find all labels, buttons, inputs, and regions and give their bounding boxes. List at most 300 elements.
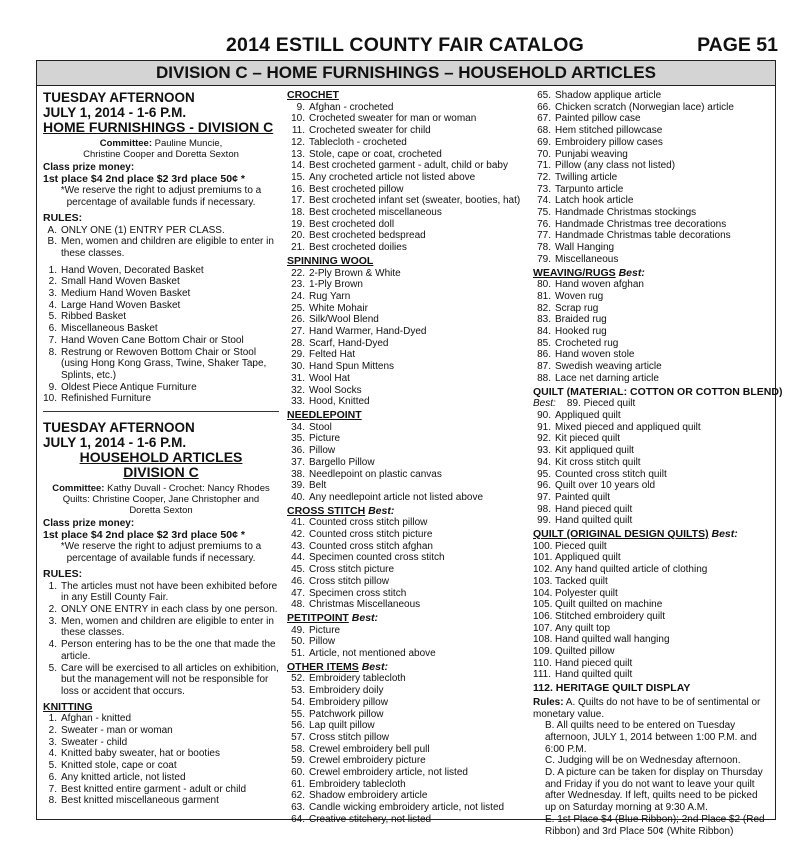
class-item bbox=[533, 564, 771, 576]
item-text: Counted cross stitch quilt bbox=[555, 468, 667, 480]
item-number: 42. bbox=[291, 529, 305, 541]
item-number: 99. bbox=[537, 515, 551, 527]
rule-a: Rules: A. Quilts do not have to be of sentimental or monetary value. bbox=[533, 696, 761, 720]
column-2 bbox=[287, 90, 531, 826]
item-text: Needlepoint on plastic canvas bbox=[309, 468, 442, 480]
s1-day: TUESDAY AFTERNOON bbox=[43, 90, 195, 105]
item-text: Christmas Miscellaneous bbox=[309, 599, 421, 611]
item-text: Shadow embroidery article bbox=[309, 790, 428, 802]
class-item bbox=[287, 314, 531, 326]
class-item bbox=[287, 755, 531, 767]
class-item bbox=[43, 323, 279, 335]
item-text: Knitted baby sweater, hat or booties bbox=[61, 748, 220, 760]
item-text: Hand pieced quilt bbox=[555, 657, 633, 669]
item-number: 48. bbox=[291, 599, 305, 611]
item-number: 73. bbox=[537, 183, 551, 195]
class-item bbox=[287, 125, 531, 137]
division-banner: DIVISION C – HOME FURNISHINGS – HOUSEHOLD ARTICLES bbox=[37, 61, 775, 86]
class-item bbox=[287, 576, 531, 588]
item-text: Candle wicking embroidery article, not listed bbox=[309, 802, 505, 814]
item-text: Person entering has to be the one that made the article. bbox=[61, 639, 276, 662]
item-text: Crocheted sweater for child bbox=[309, 125, 431, 137]
item-number: 2. bbox=[48, 603, 57, 615]
item-text: Any needlepoint article not listed above bbox=[309, 491, 484, 503]
item-text: Crocheted sweater for man or woman bbox=[309, 113, 477, 125]
item-number: 74. bbox=[537, 195, 551, 207]
item-number: 67. bbox=[537, 113, 551, 125]
item-number: 69. bbox=[537, 136, 551, 148]
item-number: 76. bbox=[537, 218, 551, 230]
item-number: 31. bbox=[291, 372, 305, 384]
class-item bbox=[533, 219, 771, 231]
class-item bbox=[287, 373, 531, 385]
class-item bbox=[533, 195, 771, 207]
item-text: Best crocheted pillow bbox=[309, 183, 404, 195]
item-text: Silk/Wool Blend bbox=[309, 314, 379, 326]
item-number: 70. bbox=[537, 148, 551, 160]
class-item bbox=[43, 393, 279, 405]
item-number: 61. bbox=[291, 778, 305, 790]
item-number: 55. bbox=[291, 708, 305, 720]
item-text: Cross stitch pillow bbox=[309, 575, 390, 587]
item-number: 96. bbox=[537, 480, 551, 492]
item-number: 1. bbox=[48, 580, 57, 592]
item-text: Embroidery pillow cases bbox=[555, 136, 663, 148]
class-item bbox=[533, 634, 771, 646]
item-text: Wool Hat bbox=[309, 372, 350, 384]
item-text: Hand woven stole bbox=[555, 349, 635, 361]
class-item bbox=[287, 552, 531, 564]
item-text: Specimen counted cross stitch bbox=[309, 552, 445, 564]
item-text: Scarf, Hand-Dyed bbox=[309, 337, 389, 349]
item-number: 30. bbox=[291, 361, 305, 373]
s2-reserve-2: percentage of available funds if necessary. bbox=[66, 553, 256, 565]
s1-rules-list bbox=[43, 225, 279, 260]
class-item bbox=[533, 422, 771, 434]
item-number: 3. bbox=[48, 615, 57, 627]
item-number: 18. bbox=[291, 207, 305, 219]
class-item bbox=[287, 599, 531, 611]
class-item bbox=[287, 396, 531, 408]
class-item bbox=[287, 469, 531, 481]
item-text: Kit pieced quilt bbox=[555, 433, 621, 445]
item-number: 97. bbox=[537, 491, 551, 503]
class-item bbox=[287, 184, 531, 196]
item-text: Hand Warmer, Hand-Dyed bbox=[309, 326, 427, 338]
item-text: Wall Hanging bbox=[555, 242, 615, 254]
class-item bbox=[533, 160, 771, 172]
class-item bbox=[287, 709, 531, 721]
class-item bbox=[287, 279, 531, 291]
item-number: 59. bbox=[291, 755, 305, 767]
needlepoint-list bbox=[287, 422, 531, 504]
class-item bbox=[287, 814, 531, 826]
page-header bbox=[36, 34, 782, 58]
class-item bbox=[533, 137, 771, 149]
s1-reserve-2: percentage of available funds if necessary. bbox=[66, 197, 256, 209]
class-item bbox=[533, 504, 771, 516]
quilt-list bbox=[533, 410, 771, 527]
item-number: 94. bbox=[537, 456, 551, 468]
class-item bbox=[287, 303, 531, 315]
item-text: Painted pillow case bbox=[555, 113, 641, 125]
class-item bbox=[533, 492, 771, 504]
catalog-title: 2014 ESTILL COUNTY FAIR CATALOG bbox=[226, 34, 584, 56]
item-number: 7. bbox=[48, 783, 57, 795]
class-item bbox=[287, 219, 531, 231]
item-number: 43. bbox=[291, 540, 305, 552]
item-number: 66. bbox=[537, 101, 551, 113]
item-text: Punjabi weaving bbox=[555, 148, 628, 160]
item-text: Miscellaneous Basket bbox=[61, 323, 158, 335]
item-text: Oldest Piece Antique Furniture bbox=[61, 381, 197, 393]
item-number: 34. bbox=[291, 421, 305, 433]
class-item bbox=[533, 242, 771, 254]
class-item bbox=[287, 564, 531, 576]
class-item bbox=[287, 529, 531, 541]
item-text: Picture bbox=[309, 433, 341, 445]
weaving-heading: WEAVING/RUGS Best: bbox=[533, 266, 645, 279]
item-number: 10. bbox=[291, 113, 305, 125]
class-item bbox=[43, 288, 279, 300]
item-number: 79. bbox=[537, 253, 551, 265]
item-number: 22. bbox=[291, 267, 305, 279]
item-text: Afghan - crocheted bbox=[309, 101, 394, 113]
item-number: 98. bbox=[537, 503, 551, 515]
class-item bbox=[43, 795, 279, 807]
item-text: Best crocheted bedspread bbox=[309, 230, 426, 242]
item-text: Cross stitch pillow bbox=[309, 731, 390, 743]
item-text: Cross stitch picture bbox=[309, 564, 395, 576]
s1-items-list bbox=[43, 265, 279, 405]
class-item bbox=[533, 230, 771, 242]
item-text: Pillow (any class not listed) bbox=[555, 160, 676, 172]
class-item bbox=[287, 767, 531, 779]
spinning-label: SPINNING WOOL bbox=[287, 254, 374, 267]
class-item bbox=[287, 113, 531, 125]
item-number: 2. bbox=[48, 725, 57, 737]
item-text: Handmade Christmas tree decorations bbox=[555, 218, 727, 230]
item-text: Best crocheted garment - adult, child or baby bbox=[309, 160, 508, 172]
item-text: ONLY ONE ENTRY in each class by one person. bbox=[61, 603, 278, 615]
item-number: 90. bbox=[537, 409, 551, 421]
item-number: 101. bbox=[533, 552, 553, 564]
class-item bbox=[287, 172, 531, 184]
item-text: Tarpunto article bbox=[555, 183, 624, 195]
item-number: 68. bbox=[537, 125, 551, 137]
item-number: 5. bbox=[48, 662, 57, 674]
item-text: Pillow bbox=[309, 445, 336, 457]
s2-reserve-1: *We reserve the right to adjust premiums to a bbox=[60, 541, 262, 553]
item-number: 111. bbox=[533, 669, 551, 681]
item-text: Quilt quilted on machine bbox=[555, 599, 663, 611]
item-number: 75. bbox=[537, 207, 551, 219]
item-text: Rug Yarn bbox=[309, 290, 351, 302]
item-number: 52. bbox=[291, 673, 305, 685]
item-number: 4. bbox=[48, 639, 57, 651]
item-text: Felted Hat bbox=[309, 349, 356, 361]
class-item bbox=[43, 725, 279, 737]
item-text: Pieced quilt bbox=[555, 540, 607, 552]
s2-title-1: HOUSEHOLD ARTICLES bbox=[79, 449, 243, 466]
item-number: 53. bbox=[291, 685, 305, 697]
item-number: 105. bbox=[533, 599, 553, 611]
item-number: 38. bbox=[291, 468, 305, 480]
item-number: 16. bbox=[291, 183, 305, 195]
item-number: 81. bbox=[537, 290, 551, 302]
item-number: 26. bbox=[291, 314, 305, 326]
item-text: Hand pieced quilt bbox=[555, 503, 633, 515]
item-text: Tacked quilt bbox=[555, 575, 608, 587]
original-quilts-heading: QUILT (ORIGINAL DESIGN QUILTS) Best: bbox=[533, 528, 738, 541]
item-number: 4. bbox=[48, 299, 57, 311]
item-number: 37. bbox=[291, 456, 305, 468]
content-frame bbox=[36, 60, 783, 837]
item-number: 57. bbox=[291, 731, 305, 743]
item-text: White Mohair bbox=[309, 302, 368, 314]
knitting-label: KNITTING bbox=[43, 700, 93, 713]
item-number: 64. bbox=[291, 813, 305, 825]
item-text: Shadow applique article bbox=[555, 90, 662, 101]
item-text: Hood, Knitted bbox=[309, 396, 370, 408]
knitting-list bbox=[43, 713, 279, 807]
item-text: Chicken scratch (Norwegian lace) article bbox=[555, 101, 734, 113]
item-text: Latch hook article bbox=[555, 195, 634, 207]
item-text: Sweater - child bbox=[61, 736, 128, 748]
crochet-list bbox=[287, 102, 531, 254]
class-item bbox=[287, 445, 531, 457]
item-text: Bargello Pillow bbox=[309, 456, 375, 468]
item-text: Quilt over 10 years old bbox=[555, 480, 656, 492]
class-item bbox=[43, 772, 279, 784]
item-number: 39. bbox=[291, 480, 305, 492]
item-number: 13. bbox=[291, 148, 305, 160]
quilt-89: Best: 89. Pieced quilt bbox=[533, 398, 636, 410]
s1-title: HOME FURNISHINGS - DIVISION C bbox=[43, 119, 274, 135]
class-item bbox=[287, 349, 531, 361]
item-number: 108. bbox=[533, 634, 553, 646]
petitpoint-heading: PETITPOINT Best: bbox=[287, 611, 379, 624]
item-number: 106. bbox=[533, 610, 553, 622]
item-number: 27. bbox=[291, 326, 305, 338]
rule-item bbox=[43, 581, 279, 604]
class-item bbox=[287, 480, 531, 492]
item-number: 56. bbox=[291, 720, 305, 732]
class-item bbox=[533, 480, 771, 492]
item-number: 92. bbox=[537, 433, 551, 445]
item-number: 88. bbox=[537, 372, 551, 384]
item-number: 23. bbox=[291, 279, 305, 291]
item-text: Pillow bbox=[309, 636, 336, 648]
item-number: 33. bbox=[291, 396, 305, 408]
item-number: 17. bbox=[291, 195, 305, 207]
item-number: 5. bbox=[48, 311, 57, 323]
petitpoint-list bbox=[287, 625, 531, 660]
item-number: 93. bbox=[537, 445, 551, 457]
class-item bbox=[533, 207, 771, 219]
rule-item bbox=[43, 604, 279, 616]
cross-stitch-list bbox=[287, 517, 531, 611]
class-item bbox=[533, 338, 771, 350]
item-number: 87. bbox=[537, 361, 551, 373]
item-text: Painted quilt bbox=[555, 491, 611, 503]
class-item bbox=[43, 276, 279, 288]
item-number: 8. bbox=[48, 795, 57, 807]
class-item bbox=[287, 160, 531, 172]
item-number: 25. bbox=[291, 302, 305, 314]
class-item bbox=[287, 422, 531, 434]
item-number: 4. bbox=[48, 748, 57, 760]
item-number: 9. bbox=[48, 381, 57, 393]
rule-e: E. 1st Place $4 (Blue Ribbon); 2nd Place $2 (Red Ribbon) and 3rd Place 50¢ (White Ribbon) bbox=[545, 813, 765, 837]
class-item bbox=[287, 588, 531, 600]
item-text: Kit appliqued quilt bbox=[555, 445, 634, 457]
other-items-continued bbox=[533, 90, 771, 266]
item-number: 109. bbox=[533, 646, 553, 658]
item-text: Picture bbox=[309, 624, 341, 636]
item-text: Article, not mentioned above bbox=[309, 648, 436, 660]
class-item bbox=[533, 669, 771, 681]
item-number: 83. bbox=[537, 314, 551, 326]
class-item bbox=[43, 784, 279, 796]
item-number: 45. bbox=[291, 564, 305, 576]
class-item bbox=[287, 433, 531, 445]
item-text: Large Hand Woven Basket bbox=[61, 299, 181, 311]
item-text: Any hand quilted article of clothing bbox=[555, 564, 708, 576]
class-item bbox=[533, 576, 771, 588]
item-number: 24. bbox=[291, 290, 305, 302]
item-text: Counted cross stitch pillow bbox=[309, 517, 428, 529]
class-item bbox=[43, 713, 279, 725]
item-text: Crewel embroidery article, not listed bbox=[309, 767, 468, 779]
item-text: Tablecloth - crocheted bbox=[309, 136, 407, 148]
class-item bbox=[533, 515, 771, 527]
s2-day: TUESDAY AFTERNOON bbox=[43, 420, 195, 436]
item-text: Appliqued quilt bbox=[555, 409, 621, 421]
original-quilts-list bbox=[533, 541, 771, 681]
item-text: Patchwork pillow bbox=[309, 708, 384, 720]
item-number: 3. bbox=[48, 288, 57, 300]
needlepoint-label: NEEDLEPOINT bbox=[287, 408, 362, 421]
class-item bbox=[43, 737, 279, 749]
class-item bbox=[287, 385, 531, 397]
item-text: Embroidery tablecloth bbox=[309, 778, 406, 790]
item-text: Hand quilted quilt bbox=[555, 669, 633, 681]
s1-date: JULY 1, 2014 - 1-6 P.M. bbox=[43, 105, 187, 120]
s2-date: JULY 1, 2014 - 1-6 P.M. bbox=[43, 435, 187, 451]
quilt-heading: QUILT (MATERIAL: COTTON OR COTTON BLEND) bbox=[533, 385, 783, 398]
item-text: Woven rug bbox=[555, 290, 604, 302]
class-item bbox=[287, 137, 531, 149]
item-text: Stole, cape or coat, crocheted bbox=[309, 148, 442, 160]
item-number: 85. bbox=[537, 337, 551, 349]
item-number: 51. bbox=[291, 648, 305, 660]
item-text: Handmade Christmas table decorations bbox=[555, 230, 731, 242]
item-number: 49. bbox=[291, 624, 305, 636]
item-text: Best crocheted miscellaneous bbox=[309, 207, 442, 219]
item-number: 6. bbox=[48, 323, 57, 335]
class-item bbox=[287, 673, 531, 685]
item-number: 62. bbox=[291, 790, 305, 802]
item-number: A. bbox=[47, 224, 57, 236]
class-item bbox=[533, 373, 771, 385]
class-item bbox=[287, 625, 531, 637]
page-number: PAGE 51 bbox=[697, 34, 778, 56]
class-item bbox=[533, 113, 771, 125]
item-number: 95. bbox=[537, 468, 551, 480]
class-item bbox=[287, 697, 531, 709]
item-number: 15. bbox=[291, 171, 305, 183]
class-item bbox=[287, 541, 531, 553]
rule-item bbox=[43, 236, 279, 259]
column-1 bbox=[43, 90, 279, 807]
item-number: 50. bbox=[291, 636, 305, 648]
class-item bbox=[287, 230, 531, 242]
item-text: Crewel embroidery bell pull bbox=[309, 743, 430, 755]
item-number: 65. bbox=[537, 90, 551, 101]
item-number: 2. bbox=[48, 276, 57, 288]
class-item bbox=[43, 347, 279, 382]
item-number: 63. bbox=[291, 802, 305, 814]
item-text: Care will be exercised to all articles on exhibition, but the management will not be responsible for loss or accident that occurs. bbox=[61, 662, 279, 697]
s2-committee: Committee: Kathy Duvall - Crochet: Nancy Rhodes Quilts: Christine Cooper, Jane Christopher and Doretta Sexton bbox=[52, 483, 270, 517]
item-number: 107. bbox=[533, 622, 553, 634]
item-text: Hand quilted quilt bbox=[555, 515, 633, 527]
class-item bbox=[287, 802, 531, 814]
class-item bbox=[533, 445, 771, 457]
rule-item bbox=[43, 225, 279, 237]
item-number: 5. bbox=[48, 760, 57, 772]
item-number: 100. bbox=[533, 540, 553, 552]
class-item bbox=[533, 90, 771, 102]
item-text: Hooked rug bbox=[555, 326, 607, 338]
item-text: Lace net darning article bbox=[555, 372, 659, 384]
s2-rules-label: RULES: bbox=[43, 567, 83, 580]
item-number: 19. bbox=[291, 218, 305, 230]
s2-title-2: DIVISION C bbox=[123, 464, 199, 481]
s1-prize-label: Class prize money: bbox=[43, 162, 135, 173]
item-number: 110. bbox=[533, 657, 552, 669]
item-number: 35. bbox=[291, 433, 305, 445]
spinning-list bbox=[287, 268, 531, 408]
class-item bbox=[533, 599, 771, 611]
class-item bbox=[533, 552, 771, 564]
class-item bbox=[533, 349, 771, 361]
item-text: Best knitted miscellaneous garment bbox=[61, 795, 219, 807]
item-number: 3. bbox=[48, 736, 57, 748]
class-item bbox=[533, 658, 771, 670]
class-item bbox=[287, 149, 531, 161]
s2-rules-list bbox=[43, 581, 279, 698]
item-text: Hem stitched pillowcase bbox=[555, 125, 663, 137]
class-item bbox=[533, 102, 771, 114]
class-item bbox=[533, 611, 771, 623]
item-text: Embroidery tablecloth bbox=[309, 673, 406, 685]
class-item bbox=[533, 623, 771, 635]
class-item bbox=[533, 457, 771, 469]
item-text: Scrap rug bbox=[555, 302, 599, 314]
item-number: 84. bbox=[537, 326, 551, 338]
item-text: Wool Socks bbox=[309, 384, 362, 396]
s2-prize-line: 1st place $4 2nd place $2 3rd place 50¢ * bbox=[43, 528, 245, 541]
class-item bbox=[533, 433, 771, 445]
item-number: 104. bbox=[533, 587, 553, 599]
class-item bbox=[287, 361, 531, 373]
class-item bbox=[43, 335, 279, 347]
class-item bbox=[287, 457, 531, 469]
class-item bbox=[287, 517, 531, 529]
item-number: 54. bbox=[291, 696, 305, 708]
